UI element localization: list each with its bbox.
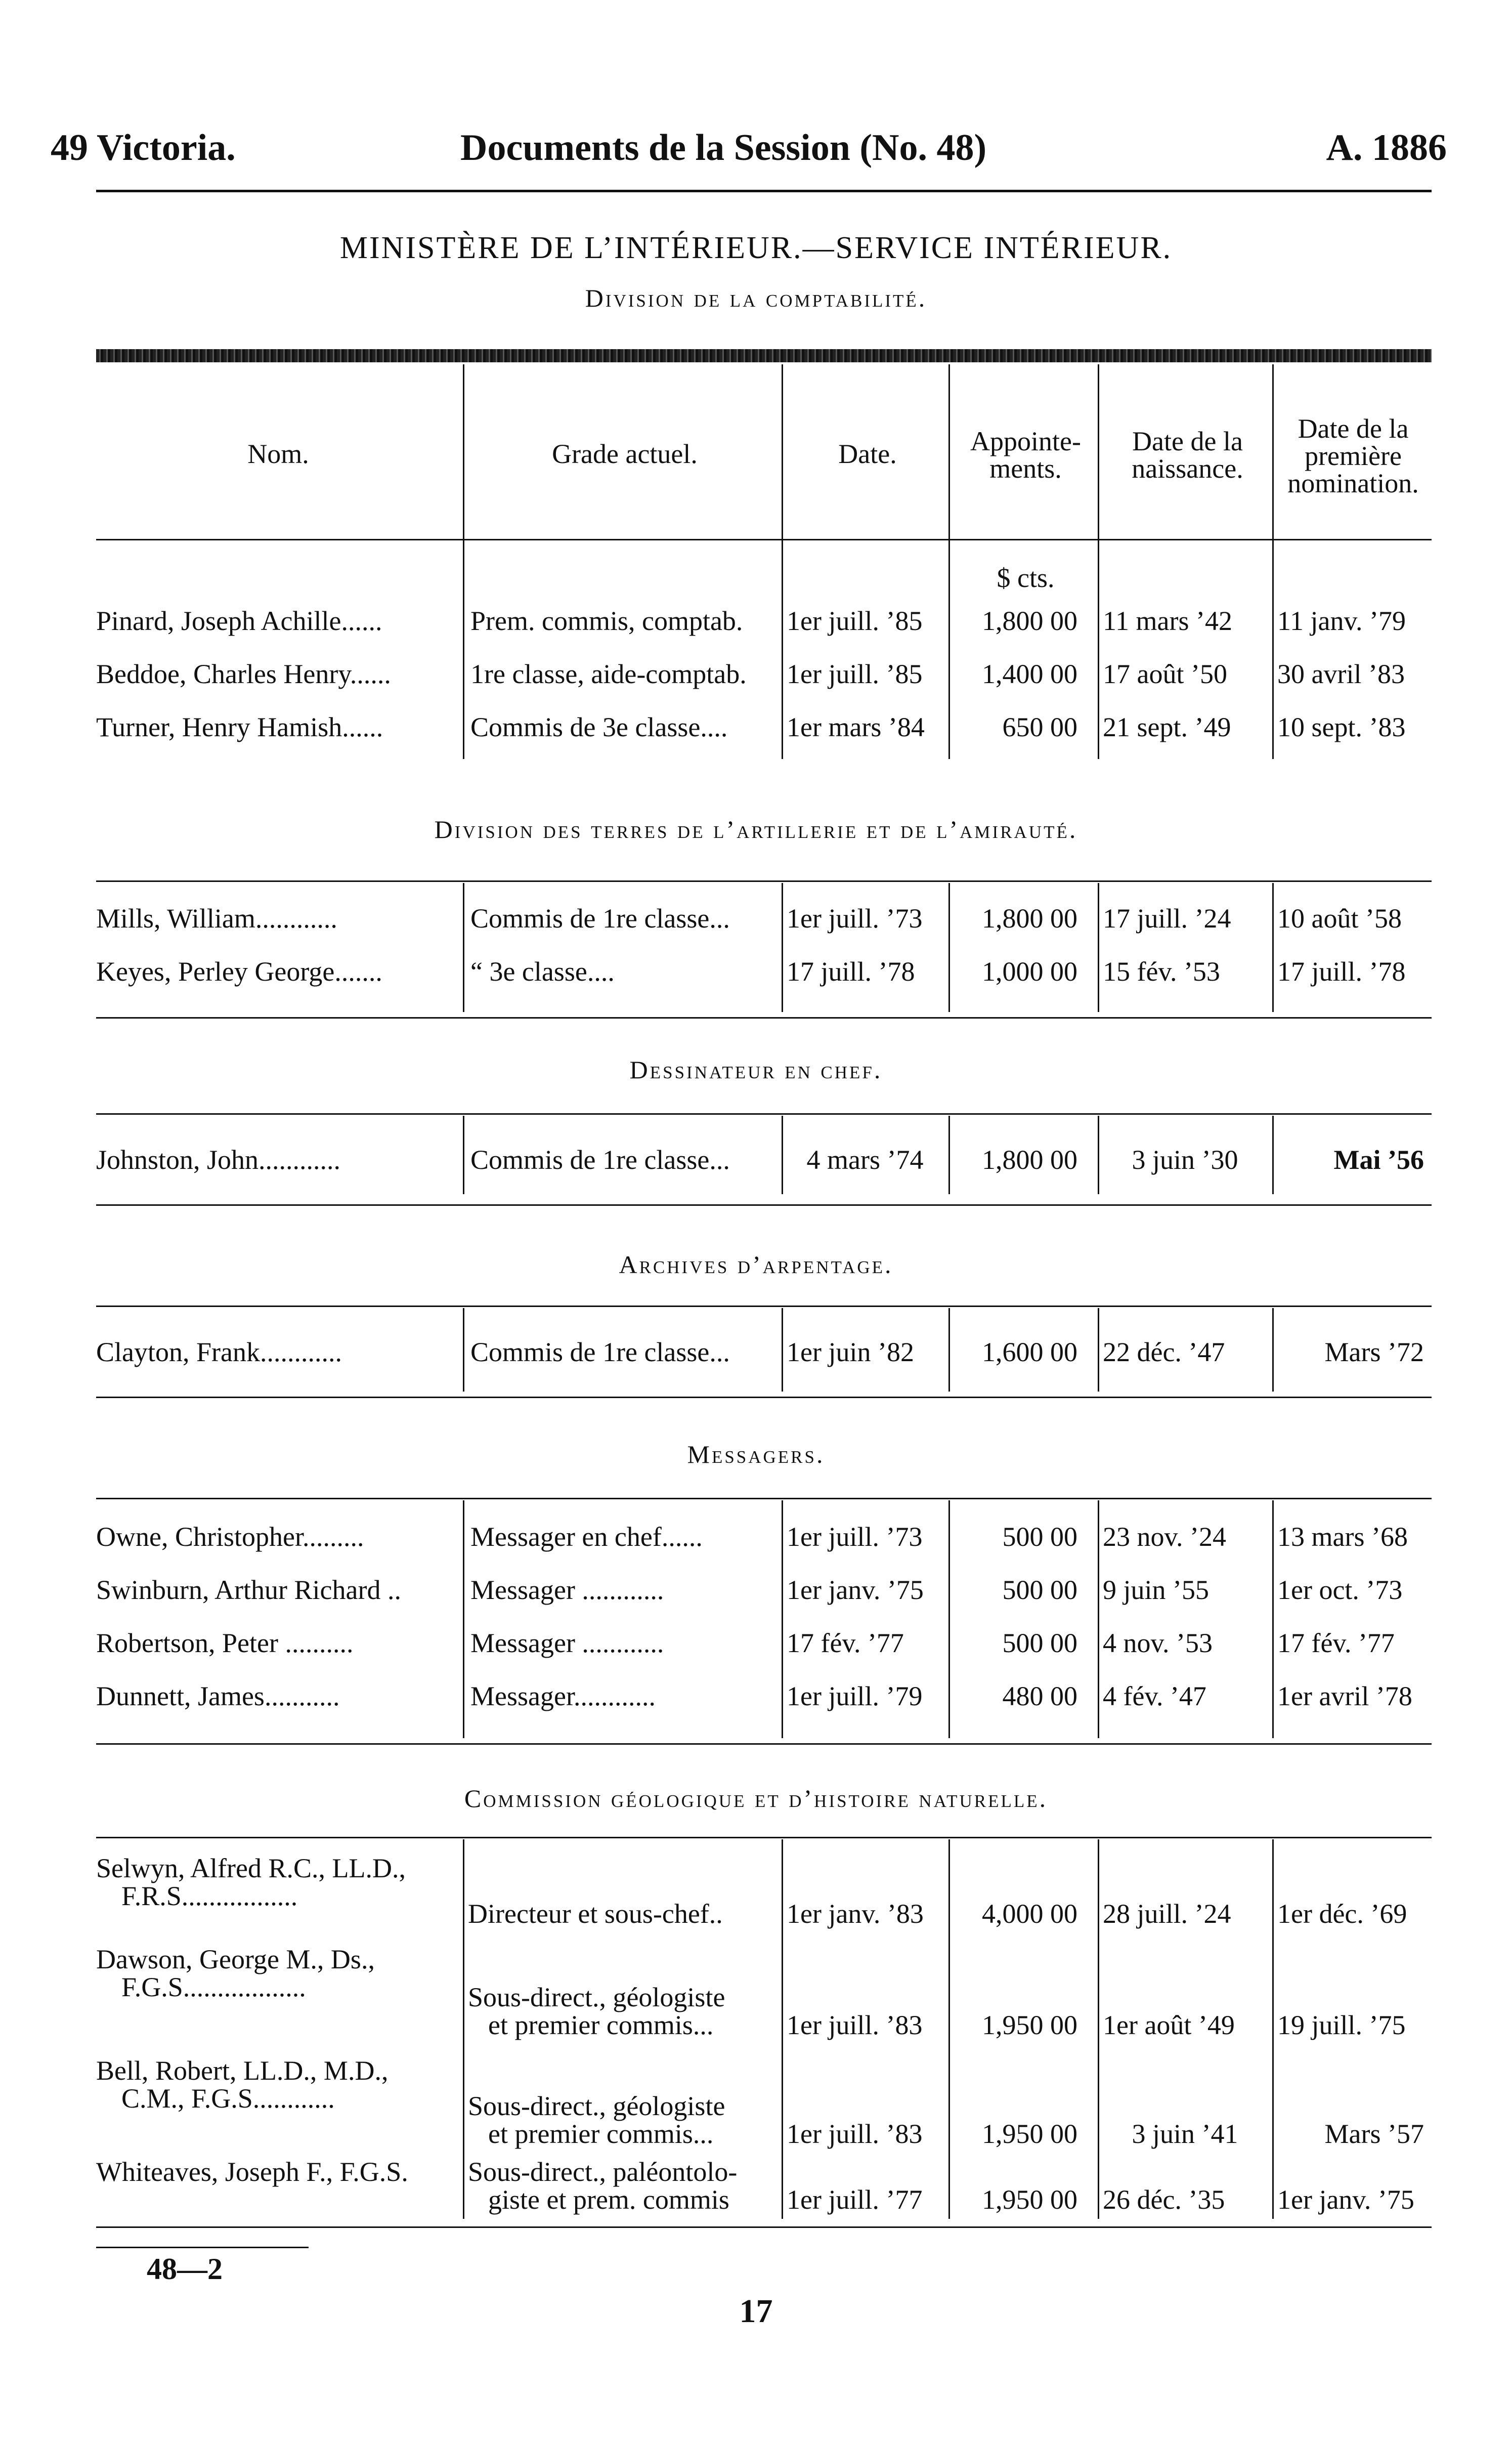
col-divider xyxy=(1098,1839,1099,2219)
col-divider xyxy=(1272,883,1274,1012)
cell-nom: Clayton, Frank............ xyxy=(96,1337,342,1367)
cell-grade: 1re classe, aide-comptab. xyxy=(470,659,747,689)
cell-nom: Pinard, Joseph Achille...... xyxy=(96,606,382,636)
col-divider xyxy=(948,883,950,1012)
section-rule xyxy=(96,1743,1432,1745)
cell-date: 1er juill. ’79 xyxy=(787,1681,923,1711)
cell-nomination: 17 juill. ’78 xyxy=(1277,956,1406,987)
cell-date: 1er mars ’84 xyxy=(787,712,925,742)
cell-date: 1er juill. ’85 xyxy=(787,606,923,636)
col-divider xyxy=(782,1839,783,2219)
cell-nomination: 10 août ’58 xyxy=(1277,903,1402,934)
cell-naissance: 17 juill. ’24 xyxy=(1103,903,1231,934)
cell-nomination: 1er janv. ’75 xyxy=(1277,2184,1414,2215)
col-divider xyxy=(1272,1308,1274,1392)
cell-montant: 1,950 00 xyxy=(982,2119,1077,2149)
cell-nom: Dunnett, James........... xyxy=(96,1681,340,1711)
cell-naissance: 22 déc. ’47 xyxy=(1103,1337,1225,1367)
cell-montant: 1,800 00 xyxy=(982,903,1077,934)
cell-nomination: Mars ’57 xyxy=(1324,2119,1424,2149)
col-divider xyxy=(782,1500,783,1738)
col-header-appointements: Appointe- ments. xyxy=(970,426,1081,484)
col-divider xyxy=(1272,364,1274,759)
cell-montant: 4,000 00 xyxy=(982,1899,1077,1929)
cell-nomination: Mars ’72 xyxy=(1324,1337,1424,1367)
header-band xyxy=(96,349,1432,362)
cell-grade-cont: giste et prem. commis xyxy=(488,2184,729,2215)
page-number: 17 xyxy=(739,2293,773,2330)
cell-nom: Turner, Henry Hamish...... xyxy=(96,712,383,742)
col-divider xyxy=(463,364,464,759)
top-rule xyxy=(96,190,1432,192)
cell-date: 1er juin ’82 xyxy=(787,1337,914,1367)
col-header-naissance: Date de la naissance. xyxy=(1132,426,1243,484)
cell-montant: 480 00 xyxy=(1002,1681,1077,1711)
section-rule xyxy=(96,1498,1432,1499)
cell-nom: Bell, Robert, LL.D., M.D., xyxy=(96,2055,388,2086)
cell-date: 1er juill. ’83 xyxy=(787,2010,923,2040)
table-bottom-rule xyxy=(96,2226,1432,2228)
col-divider xyxy=(1098,1308,1099,1392)
col-divider xyxy=(948,1839,950,2219)
col-divider xyxy=(1098,1500,1099,1738)
cell-montant: 1,950 00 xyxy=(982,2010,1077,2040)
cell-date: 17 fév. ’77 xyxy=(787,1628,904,1658)
cell-nomination: 1er oct. ’73 xyxy=(1277,1575,1403,1605)
col-divider xyxy=(1098,1116,1099,1194)
cell-naissance: 9 juin ’55 xyxy=(1103,1575,1209,1605)
cell-montant: 500 00 xyxy=(1002,1575,1077,1605)
cell-grade: Commis de 1re classe... xyxy=(470,1337,730,1367)
col-divider xyxy=(782,883,783,1012)
cell-grade: Commis de 3e classe.... xyxy=(470,712,728,742)
col-divider xyxy=(948,1308,950,1392)
running-head-right: A. 1886 xyxy=(1326,127,1447,169)
col-header-nomination: Date de la première nomination. xyxy=(1287,413,1419,498)
section-title-messagers: Messagers. xyxy=(687,1440,825,1468)
cell-nom-cont: F.R.S................. xyxy=(121,1881,298,1911)
cell-nom: Dawson, George M., Ds., xyxy=(96,1944,375,1974)
currency-label: $ cts. xyxy=(997,563,1055,593)
running-head xyxy=(51,127,1447,172)
header-rule xyxy=(96,539,1432,540)
cell-naissance: 21 sept. ’49 xyxy=(1103,712,1231,742)
col-header-date: Date. xyxy=(838,439,897,469)
cell-naissance: 17 août ’50 xyxy=(1103,659,1227,689)
cell-nom: Whiteaves, Joseph F., F.G.S. xyxy=(96,2157,408,2187)
section-rule xyxy=(96,1397,1432,1398)
cell-nom-cont: C.M., F.G.S............ xyxy=(121,2083,335,2114)
cell-nom: Keyes, Perley George....... xyxy=(96,956,382,987)
section-title-archives: Archives d’arpentage. xyxy=(619,1250,893,1279)
cell-montant: 650 00 xyxy=(1002,712,1077,742)
section-title-comptabilite: Division de la comptabilité. xyxy=(585,284,927,312)
cell-grade: Messager ............ xyxy=(470,1575,664,1605)
cell-date: 4 mars ’74 xyxy=(806,1145,924,1175)
cell-grade: Messager............ xyxy=(470,1681,656,1711)
cell-grade: Sous-direct., géologiste xyxy=(468,1982,725,2012)
cell-nom: Johnston, John............ xyxy=(96,1145,341,1175)
cell-naissance: 11 mars ’42 xyxy=(1103,606,1232,636)
cell-montant: 1,800 00 xyxy=(982,606,1077,636)
cell-naissance: 3 juin ’30 xyxy=(1132,1145,1238,1175)
cell-grade-cont: et premier commis... xyxy=(488,2010,714,2040)
cell-naissance: 3 juin ’41 xyxy=(1132,2119,1238,2149)
col-divider xyxy=(463,1308,464,1392)
cell-nomination: 1er avril ’78 xyxy=(1277,1681,1412,1711)
section-rule xyxy=(96,1017,1432,1019)
col-divider xyxy=(948,1500,950,1738)
section-rule xyxy=(96,1204,1432,1206)
cell-grade: Messager en chef...... xyxy=(470,1522,703,1552)
cell-nom: Swinburn, Arthur Richard .. xyxy=(96,1575,401,1605)
col-divider xyxy=(782,1116,783,1194)
col-divider xyxy=(463,883,464,1012)
cell-date: 1er janv. ’75 xyxy=(787,1575,924,1605)
cell-date: 17 juill. ’78 xyxy=(787,956,915,987)
col-divider xyxy=(1098,364,1099,759)
cell-date: 1er juill. ’77 xyxy=(787,2184,923,2215)
cell-date: 1er juill. ’73 xyxy=(787,1522,923,1552)
col-divider xyxy=(463,1116,464,1194)
col-divider xyxy=(463,1839,464,2219)
signature-mark: 48—2 xyxy=(147,2252,223,2286)
cell-grade-cont: et premier commis... xyxy=(488,2119,714,2149)
cell-grade: Messager ............ xyxy=(470,1628,664,1658)
col-divider xyxy=(948,1116,950,1194)
col-divider xyxy=(1272,1116,1274,1194)
cell-date: 1er juill. ’85 xyxy=(787,659,923,689)
running-head-left: 49 Victoria. xyxy=(51,127,236,169)
cell-nomination: 10 sept. ’83 xyxy=(1277,712,1406,742)
cell-grade: Sous-direct., paléontolo- xyxy=(468,2157,738,2187)
cell-montant: 1,600 00 xyxy=(982,1337,1077,1367)
section-title-terres: Division des terres de l’artillerie et de l’amirauté. xyxy=(434,815,1078,844)
cell-naissance: 4 fév. ’47 xyxy=(1103,1681,1206,1711)
col-divider xyxy=(948,364,950,759)
section-title-commission: Commission géologique et d’histoire naturelle. xyxy=(464,1784,1048,1813)
cell-montant: 500 00 xyxy=(1002,1628,1077,1658)
cell-montant: 1,800 00 xyxy=(982,1145,1077,1175)
cell-naissance: 28 juill. ’24 xyxy=(1103,1899,1231,1929)
col-divider xyxy=(1272,1500,1274,1738)
footnote-rule xyxy=(96,2247,309,2248)
cell-naissance: 15 fév. ’53 xyxy=(1103,956,1220,987)
cell-date: 1er juill. ’73 xyxy=(787,903,923,934)
col-divider xyxy=(782,1308,783,1392)
cell-grade: Directeur et sous-chef.. xyxy=(468,1899,723,1929)
cell-montant: 1,000 00 xyxy=(982,956,1077,987)
cell-grade: Prem. commis, comptab. xyxy=(470,606,743,636)
cell-grade: Sous-direct., géologiste xyxy=(468,2091,725,2121)
section-rule xyxy=(96,880,1432,882)
cell-nomination: 19 juill. ’75 xyxy=(1277,2010,1406,2040)
section-rule xyxy=(96,1837,1432,1838)
cell-naissance: 23 nov. ’24 xyxy=(1103,1522,1226,1552)
cell-montant: 1,950 00 xyxy=(982,2184,1077,2215)
col-divider xyxy=(463,1500,464,1738)
col-divider xyxy=(782,364,783,759)
cell-nom-cont: F.G.S.................. xyxy=(121,1972,306,2002)
cell-date: 1er juill. ’83 xyxy=(787,2119,923,2149)
ministry-title: MINISTÈRE DE L’INTÉRIEUR.—SERVICE INTÉRIEUR. xyxy=(339,231,1173,265)
col-header-grade: Grade actuel. xyxy=(552,439,698,469)
cell-nomination: Mai ’56 xyxy=(1333,1145,1424,1175)
cell-nom: Beddoe, Charles Henry...... xyxy=(96,659,391,689)
col-divider xyxy=(1272,1839,1274,2219)
section-title-dessinateur: Dessinateur en chef. xyxy=(629,1056,883,1084)
cell-grade: Commis de 1re classe... xyxy=(470,903,730,934)
cell-nomination: 17 fév. ’77 xyxy=(1277,1628,1395,1658)
cell-naissance: 1er août ’49 xyxy=(1103,2010,1235,2040)
col-header-nom: Nom. xyxy=(247,439,309,469)
col-divider xyxy=(1098,883,1099,1012)
cell-grade: Commis de 1re classe... xyxy=(470,1145,730,1175)
cell-nomination: 1er déc. ’69 xyxy=(1277,1899,1407,1929)
running-head-center: Documents de la Session (No. 48) xyxy=(460,127,987,169)
cell-montant: 1,400 00 xyxy=(982,659,1077,689)
section-rule xyxy=(96,1113,1432,1115)
cell-nom: Robertson, Peter .......... xyxy=(96,1628,354,1658)
cell-nom: Selwyn, Alfred R.C., LL.D., xyxy=(96,1853,406,1883)
cell-grade: “ 3e classe.... xyxy=(470,956,615,987)
cell-nomination: 11 janv. ’79 xyxy=(1277,606,1406,636)
cell-naissance: 26 déc. ’35 xyxy=(1103,2184,1225,2215)
cell-nomination: 30 avril ’83 xyxy=(1277,659,1405,689)
cell-nom: Mills, William............ xyxy=(96,903,337,934)
cell-nomination: 13 mars ’68 xyxy=(1277,1522,1408,1552)
section-rule xyxy=(96,1306,1432,1307)
cell-nom: Owne, Christopher......... xyxy=(96,1522,364,1552)
cell-montant: 500 00 xyxy=(1002,1522,1077,1552)
cell-naissance: 4 nov. ’53 xyxy=(1103,1628,1213,1658)
cell-date: 1er janv. ’83 xyxy=(787,1899,924,1929)
